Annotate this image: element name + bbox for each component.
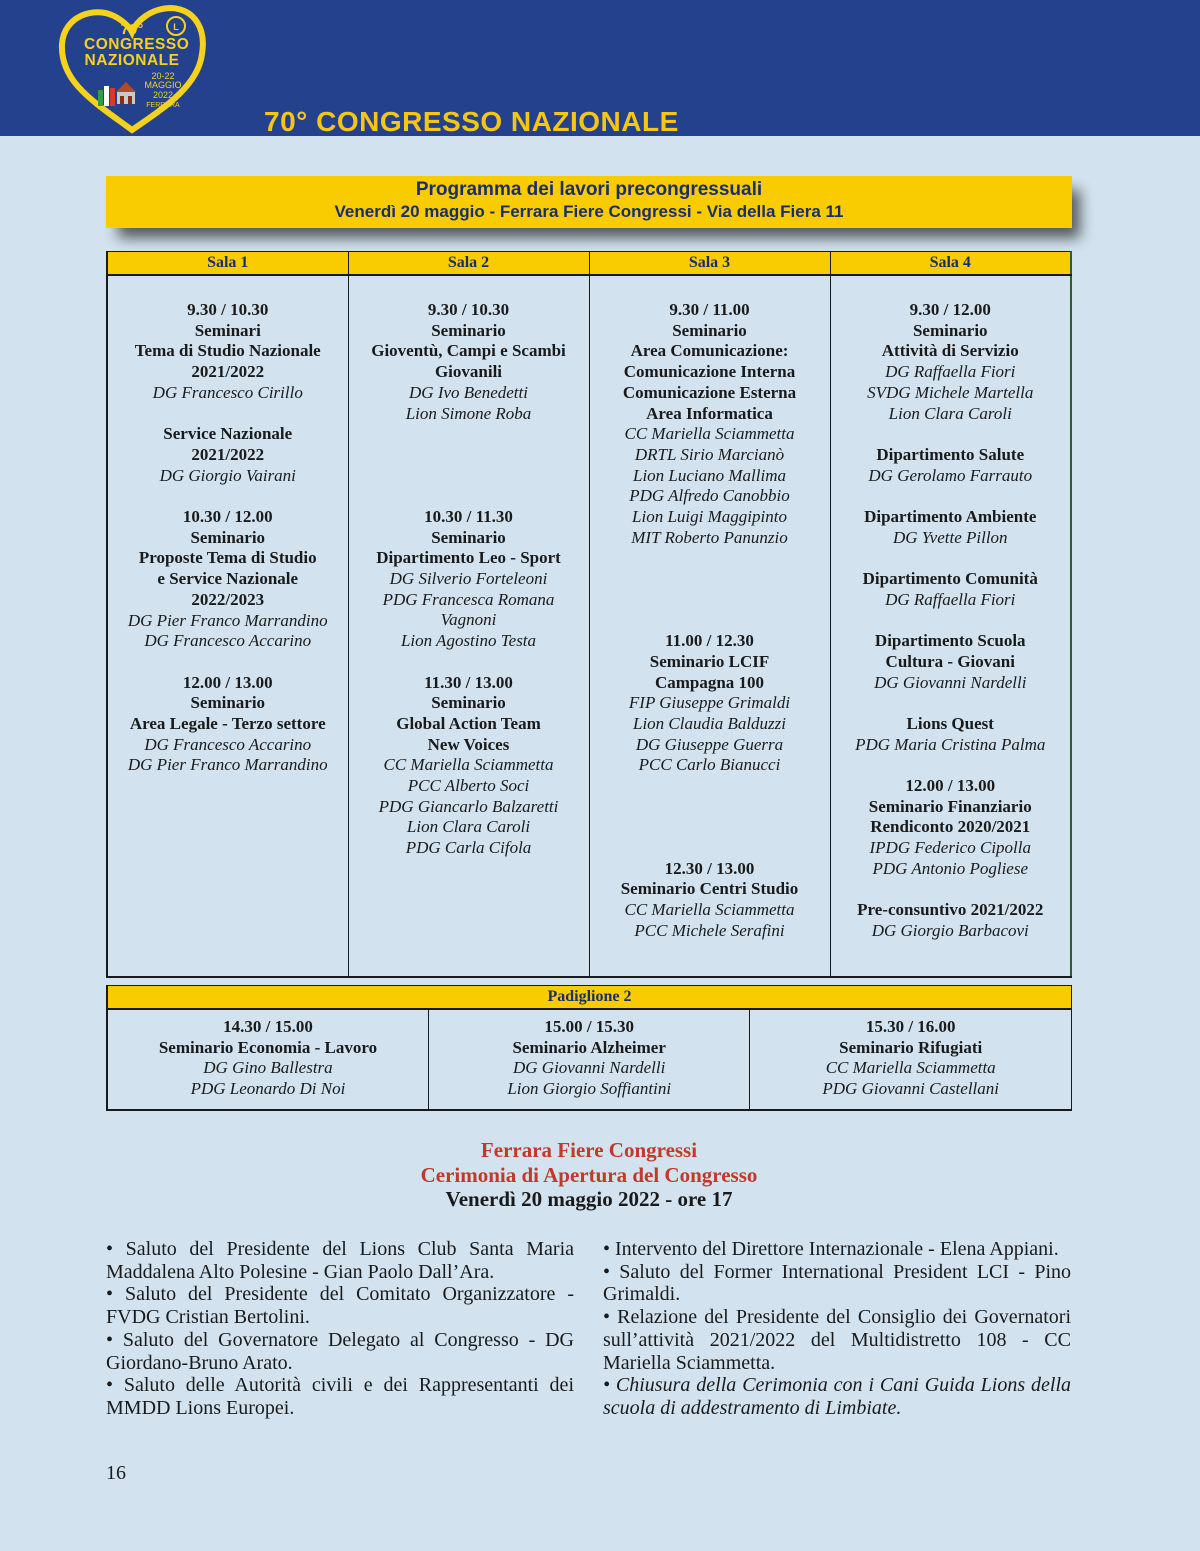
session-title: Proposte Tema di Studio <box>138 548 317 568</box>
session-speaker: DRTL Sirio Marcianò <box>634 444 785 464</box>
session-time: 11.30 / 13.00 <box>424 672 513 692</box>
session-speaker: DG Gerolamo Farrauto <box>868 465 1033 485</box>
session-type: Seminario <box>190 693 266 713</box>
session <box>831 776 1071 880</box>
session-speaker: IPDG Federico Cipolla <box>869 838 1031 858</box>
session-time: 12.00 / 13.00 <box>905 776 996 796</box>
session-speaker: Lion Clara Caroli <box>888 403 1012 423</box>
session-type: Seminario <box>912 320 988 340</box>
session-time: 12.00 / 13.00 <box>182 672 273 692</box>
agenda-item: • Saluto delle Autorità civili e dei Rappresentanti dei MMDD Lions Europei. <box>106 1374 574 1419</box>
session-time: 10.30 / 12.00 <box>182 507 273 526</box>
session-speaker: PDG Giancarlo Balzaretti <box>378 796 559 816</box>
session-speaker: CC Mariella Sciammetta <box>624 424 795 444</box>
agenda-item: • Saluto del Governatore Delegato al Congresso - DG Giordano-Bruno Arato. <box>106 1328 574 1374</box>
session-speaker: DG Francesco Accarino <box>144 631 312 651</box>
session-title: Lions Quest <box>906 713 994 733</box>
agenda-item: • Relazione del Presidente del Consiglio dei Governatori sull’attività 2021/2022 del Multidistretto 108 - CC Mariella Sciammetta. <box>603 1306 1071 1374</box>
session-title: Giovanili <box>434 362 503 382</box>
session-time: 9.30 / 11.00 <box>669 300 750 319</box>
session <box>590 631 830 776</box>
session-speaker: CC Mariella Sciammetta <box>383 755 554 775</box>
ceremony-date: Venerdì 20 maggio 2022 - ore 17 <box>445 1187 733 1211</box>
spacer <box>349 445 589 507</box>
session-time: 14.30 / 15.00 <box>223 1017 313 1036</box>
session-time: 10.30 / 11.30 <box>424 506 513 526</box>
padiglione-table <box>106 985 1072 1111</box>
session-title: Service Nazionale <box>163 424 293 444</box>
svg-text:L: L <box>173 22 179 32</box>
agenda-item: • Saluto del Presidente del Lions Club Santa Maria Maddalena Alto Polesine - Gian Paolo Dall’Ara. <box>106 1238 574 1283</box>
session-type: Seminario <box>431 320 506 340</box>
agenda-left-column <box>106 1238 574 1420</box>
session <box>349 673 589 859</box>
session-type: Seminario Centri Studio <box>620 879 799 899</box>
room-header-3: Sala 3 <box>589 252 830 276</box>
session-speaker: Lion Luigi Maggipinto <box>632 507 787 527</box>
session-time: 11.00 / 12.30 <box>665 631 754 651</box>
session-speaker: DG Giovanni Nardelli <box>512 1058 666 1078</box>
padiglione-session-3 <box>750 1009 1072 1110</box>
logo-line1: CONGRESSO <box>84 36 190 53</box>
session-speaker: MIT Roberto Panunzio <box>631 527 788 547</box>
session-speaker: DG Ivo Benedetti <box>409 382 528 402</box>
agenda-item: • Saluto del Presidente del Comitato Organizzatore - FVDG Cristian Bertolini. <box>106 1283 574 1329</box>
session-time: 9.30 / 10.30 <box>427 300 510 319</box>
session-speaker: FIP Giuseppe Grimaldi <box>628 693 791 713</box>
room-header-4: Sala 4 <box>830 252 1071 276</box>
session-title: Tema di Studio Nazionale <box>134 341 321 361</box>
session-title: e Service Nazionale <box>157 569 299 589</box>
session <box>831 900 1071 941</box>
session-speaker: DG Gino Ballestra <box>203 1058 333 1078</box>
room-column-sala-2 <box>348 275 589 977</box>
session-speaker: DG Giorgio Barbacovi <box>871 920 1029 940</box>
session-speaker: Lion Giorgio Soffiantini <box>507 1079 672 1099</box>
session-title: 2021/2022 <box>191 362 265 382</box>
session-title: Pre-consuntivo 2021/2022 <box>857 900 1044 920</box>
session-time: 9.30 / 10.30 <box>187 300 269 319</box>
session-title: Gioventù, Campi e Scambi <box>371 341 566 361</box>
logo-date-3: 2022 <box>152 89 174 100</box>
room-column-sala-4 <box>830 275 1071 977</box>
session <box>108 424 348 486</box>
session <box>831 300 1071 424</box>
room-header-1: Sala 1 <box>107 252 348 276</box>
session <box>831 445 1071 486</box>
session-speaker: CC Mariella Sciammetta <box>624 900 795 920</box>
session-type: Seminari <box>194 320 261 340</box>
session-type: Seminario LCIF <box>649 651 770 671</box>
session-speaker: CC Mariella Sciammetta <box>825 1058 996 1078</box>
session-speaker: PCC Alberto Soci <box>407 776 530 796</box>
session-speaker: PDG Alfredo Canobbio <box>629 486 790 506</box>
session <box>349 507 589 652</box>
logo-number: 70° <box>120 21 144 38</box>
session-speaker: DG Raffaella Fiori <box>885 362 1016 382</box>
session-title: Area Legale - Terzo settore <box>129 714 326 734</box>
session-speaker: DG Giovanni Nardelli <box>874 672 1027 692</box>
session-title: Cultura - Giovani <box>885 651 1015 671</box>
page-title: 70° CONGRESSO NAZIONALE <box>264 106 679 137</box>
spacer <box>590 797 830 859</box>
session <box>831 631 1071 693</box>
padiglione-session-1 <box>107 1009 428 1110</box>
session-title: Dipartimento Scuola <box>874 631 1026 651</box>
session-speaker: PCC Michele Serafini <box>634 920 785 940</box>
rooms-table <box>106 251 1072 978</box>
logo-date-2: MAGGIO <box>144 80 182 91</box>
session-speaker: DG Yvette Pillon <box>892 527 1008 547</box>
session <box>590 300 830 548</box>
session-speaker: DG Giorgio Vairani <box>159 465 296 485</box>
session-speaker: PDG Carla Cifola <box>405 838 532 858</box>
spacer <box>590 569 830 631</box>
ceremony-heading <box>106 1138 1072 1212</box>
session-type: Seminario Finanziario <box>868 796 1032 816</box>
session-speaker: Lion Claudia Balduzzi <box>632 713 787 733</box>
session <box>831 714 1071 755</box>
agenda-item: • Saluto del Former International President LCI - Pino Grimaldi. <box>603 1260 1071 1306</box>
session-speaker: PDG Francesca Romana <box>382 589 555 609</box>
session-time: 15.00 / 15.30 <box>544 1017 635 1036</box>
session-time: 9.30 / 12.00 <box>909 300 991 319</box>
session-title: Attività di Servizio <box>881 341 1019 361</box>
session <box>108 673 348 777</box>
session <box>108 300 348 404</box>
session <box>831 569 1071 610</box>
session-speaker: Lion Agostino Testa <box>400 631 537 651</box>
logo-line2: NAZIONALE <box>84 51 180 69</box>
page-number: 16 <box>106 1462 126 1484</box>
session-title: Area Comunicazione: <box>630 341 789 361</box>
session-type: Seminario <box>190 527 266 547</box>
session-speaker: DG Silverio Forteleoni <box>389 569 548 589</box>
ceremony-title: Cerimonia di Apertura del Congresso <box>420 1162 758 1187</box>
session-title: Global Action Team <box>396 713 541 733</box>
session-speaker: PCC Carlo Bianucci <box>638 755 781 775</box>
session-speaker: DG Pier Franco Marrandino <box>127 755 328 775</box>
logo-dates <box>138 72 188 110</box>
session-speaker: DG Francesco Accarino <box>144 734 312 754</box>
session-speaker: PDG Antonio Pogliese <box>872 858 1028 878</box>
session-title: 2022/2023 <box>191 589 265 609</box>
session-title: Seminario Economia - Lavoro <box>158 1037 378 1057</box>
session-speaker: PDG Leonardo Di Noi <box>190 1079 346 1099</box>
session-title: Dipartimento Ambiente <box>864 507 1037 526</box>
room-header-2: Sala 2 <box>348 252 589 276</box>
session-type: Seminario <box>431 693 506 713</box>
session-title: Comunicazione Interna <box>623 362 796 382</box>
session <box>590 859 830 942</box>
logo-date-4: FERRARA <box>146 102 180 110</box>
session <box>349 300 589 424</box>
banner-title: Programma dei lavori precongressuali <box>415 179 763 200</box>
session-title: Seminario Alzheimer <box>512 1037 666 1057</box>
session-title: Dipartimento Comunità <box>862 569 1038 589</box>
session-speaker: DG Giuseppe Guerra <box>635 734 784 754</box>
session-speaker: DG Francesco Cirillo <box>152 382 303 402</box>
session-type: Seminario <box>672 320 747 340</box>
session-speaker: Lion Clara Caroli <box>406 817 531 837</box>
ceremony-venue: Ferrara Fiere Congressi <box>480 1138 698 1162</box>
banner-subtitle: Venerdì 20 maggio - Ferrara Fiere Congressi - Via della Fiera 11 <box>334 202 844 221</box>
session-time: 12.30 / 13.00 <box>664 858 755 878</box>
session <box>108 507 348 652</box>
congress-logo <box>54 2 210 136</box>
session-speaker: PDG Giovanni Castellani <box>822 1079 999 1099</box>
agenda-right-column <box>603 1238 1071 1420</box>
session-time: 15.30 / 16.00 <box>865 1017 956 1036</box>
session-title: New Voices <box>427 734 510 754</box>
session-title: Rendiconto 2020/2021 <box>870 817 1031 837</box>
session-title: Dipartimento Leo - Sport <box>376 548 561 568</box>
room-column-sala-3 <box>589 275 830 977</box>
session-speaker: SVDG Michele Martella <box>867 382 1034 402</box>
session-title: Campagna 100 <box>654 672 765 692</box>
session-speaker: PDG Maria Cristina Palma <box>855 734 1046 754</box>
session-speaker: Lion Simone Roba <box>405 403 532 423</box>
session-title: Dipartimento Salute <box>876 444 1025 464</box>
session-title: Comunicazione Esterna <box>622 382 797 402</box>
logo-date-1: 20-22 <box>151 71 175 81</box>
session-speaker: DG Pier Franco Marrandino <box>127 610 328 630</box>
session-speaker: Vagnoni <box>440 610 497 630</box>
padiglione-header: Padiglione 2 <box>107 986 1072 1010</box>
session-title: Seminario Rifugiati <box>839 1037 983 1057</box>
session-speaker: DG Raffaella Fiori <box>885 589 1016 609</box>
session-type: Seminario <box>431 527 506 547</box>
session-title: 2021/2022 <box>191 444 265 464</box>
agenda-item: • Intervento del Direttore Internazionale - Elena Appiani. <box>603 1238 1059 1260</box>
session <box>831 507 1071 548</box>
program-banner <box>106 176 1072 228</box>
agenda-item: • Chiusura della Cerimonia con i Cani Guida Lions della scuola di addestramento di Limbiate. <box>603 1374 1071 1419</box>
padiglione-session-2 <box>428 1009 749 1110</box>
session-title: Area Informatica <box>646 403 773 423</box>
session-speaker: Lion Luciano Mallima <box>632 465 786 485</box>
room-column-sala-1 <box>107 275 348 977</box>
